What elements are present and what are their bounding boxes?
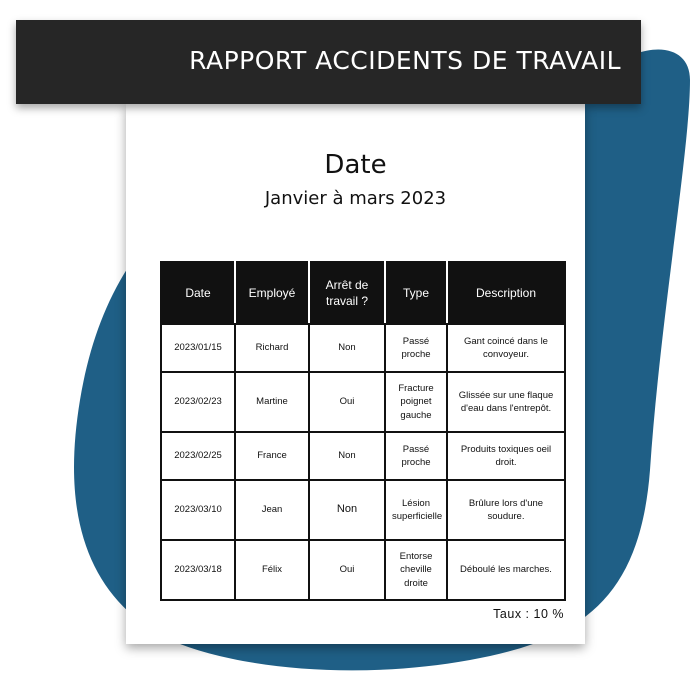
header-employee: Employé [235,262,309,324]
header-banner [16,20,641,104]
table-row [161,372,565,432]
cell-type: Passé proche [385,324,447,372]
cell-date: 2023/03/10 [161,480,235,540]
cell-leave: Non [309,480,385,540]
cell-date: 2023/02/25 [161,432,235,480]
header-description: Description [447,262,565,324]
cell-description: Glissée sur une flaque d'eau dans l'entrepôt. [447,372,565,432]
table-row [161,540,565,600]
accident-table [160,261,566,601]
cell-description: Produits toxiques oeil droit. [447,432,565,480]
cell-leave: Non [309,324,385,372]
cell-description: Brûlure lors d'une soudure. [447,480,565,540]
cell-type: Entorse cheville droite [385,540,447,600]
cell-leave: Oui [309,540,385,600]
document-title: Date [324,150,387,180]
cell-date: 2023/01/15 [161,324,235,372]
cell-leave: Oui [309,372,385,432]
cell-employee: Jean [235,480,309,540]
cell-date: 2023/03/18 [161,540,235,600]
cell-employee: Martine [235,372,309,432]
table-row [161,432,565,480]
cell-leave: Non [309,432,385,480]
cell-employee: Félix [235,540,309,600]
cell-description: Gant coincé dans le convoyeur. [447,324,565,372]
header-date: Date [161,262,235,324]
rate-footer: Taux : 10 % [493,607,564,621]
cell-date: 2023/02/23 [161,372,235,432]
document-subtitle: Janvier à mars 2023 [264,188,447,209]
table-row [161,480,565,540]
cell-employee: France [235,432,309,480]
header-leave: Arrêt de travail ? [309,262,385,324]
cell-employee: Richard [235,324,309,372]
cell-type: Fracture poignet gauche [385,372,447,432]
header-type: Type [385,262,447,324]
banner-title: RAPPORT ACCIDENTS DE TRAVAIL [189,46,621,75]
cell-type: Passé proche [385,432,447,480]
cell-type: Lésion superficielle [385,480,447,540]
cell-description: Déboulé les marches. [447,540,565,600]
table-header-row [161,262,565,324]
table-row [161,324,565,372]
